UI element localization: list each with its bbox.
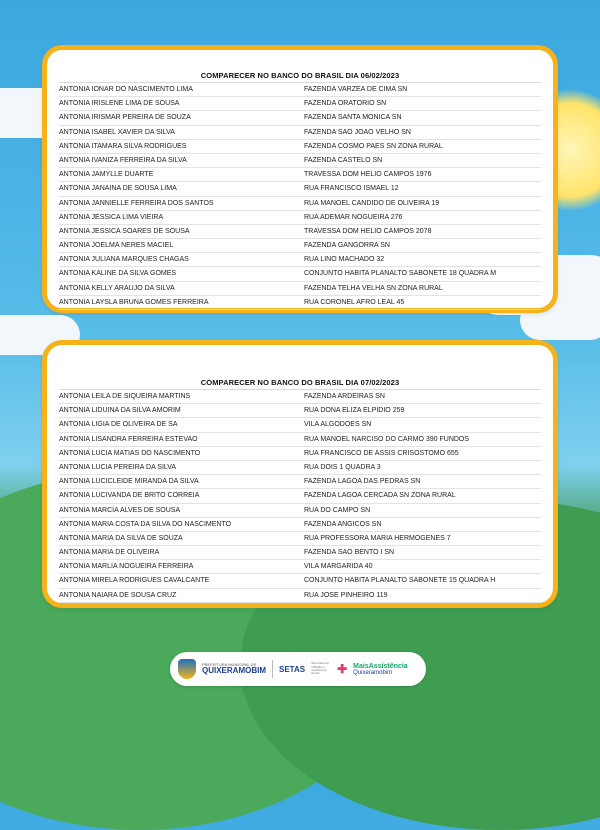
table-row xyxy=(59,589,541,603)
beneficiary-name: ANTONIA JAMYLLE DUARTE xyxy=(59,171,154,179)
beneficiary-name: ANTONIA IRISMAR PEREIRA DE SOUZA xyxy=(59,114,191,122)
plus-icon: ✚ xyxy=(337,662,348,676)
mais-assistencia-title: MaisAssistência xyxy=(353,662,408,670)
beneficiary-name: ANTONIA KALINE DA SILVA GOMES xyxy=(59,270,177,278)
table-row xyxy=(59,140,541,154)
table-row xyxy=(59,433,541,447)
beneficiary-address: VILA ALGODOES SN xyxy=(304,421,372,429)
mais-assistencia-logo xyxy=(353,663,407,676)
prefeitura-name: QUIXERAMOBIM xyxy=(202,666,266,675)
table-row xyxy=(59,418,541,432)
beneficiary-name: ANTONIA MARIA DE OLIVEIRA xyxy=(59,549,160,557)
beneficiary-name: ANTONIA LAYSLA BRUNA GOMES FERREIRA xyxy=(59,298,209,306)
table-row xyxy=(59,253,541,267)
beneficiary-address: RUA DOIS 1 QUADRA 3 xyxy=(304,463,381,471)
beneficiary-name: ANTONIA JESSICA SOARES DE SOUSA xyxy=(59,227,190,235)
beneficiary-address: CONJUNTO HABITA PLANALTO SABONETE 18 QUADRA M xyxy=(304,270,497,278)
table-row xyxy=(59,461,541,475)
table-row xyxy=(59,225,541,239)
table-row xyxy=(59,282,541,296)
table-row xyxy=(59,182,541,196)
beneficiary-name: ANTONIA MARIA COSTA DA SILVA DO NASCIMENTO xyxy=(59,520,232,528)
divider xyxy=(272,660,273,678)
table-row xyxy=(59,546,541,560)
beneficiary-name: ANTONIA NAIARA DE SOUSA CRUZ xyxy=(59,591,177,599)
beneficiary-address: RUA FRANCISCO ISMAEL 12 xyxy=(304,185,399,193)
beneficiary-name: ANTONIA MARCIA ALVES DE SOUSA xyxy=(59,506,181,514)
crest-icon xyxy=(178,659,196,679)
beneficiary-name: ANTONIA LUCIVANDA DE BRITO CORREIA xyxy=(59,492,200,500)
beneficiary-name: ANTONIA LIDUINA DA SILVA AMORIM xyxy=(59,407,181,415)
beneficiary-list-card-2 xyxy=(42,340,558,608)
beneficiary-address: RUA CORONEL AFRO LEAL 45 xyxy=(304,298,405,306)
beneficiary-address: FAZENDA LAGOA CERCADA SN ZONA RURAL xyxy=(304,492,456,500)
beneficiary-name: ANTONIA JANNIELLE FERREIRA DOS SANTOS xyxy=(59,199,214,207)
footer-logos xyxy=(170,652,426,686)
table-row xyxy=(59,504,541,518)
table-row xyxy=(59,489,541,503)
prefeitura-label: PREFEITURA MUNICIPAL DE xyxy=(202,662,257,667)
beneficiary-address: FAZENDA SANTA MONICA SN xyxy=(304,114,402,122)
table-row xyxy=(59,390,541,404)
beneficiary-name: ANTONIA ITAMARA SILVA RODRIGUES xyxy=(59,142,187,150)
beneficiary-name: ANTONIA KELLY ARAUJO DA SILVA xyxy=(59,284,175,292)
table-row xyxy=(59,168,541,182)
beneficiary-address: RUA MANOEL CANDIDO DE OLIVEIRA 19 xyxy=(304,199,440,207)
beneficiary-name: ANTONIA LUCIA PEREIRA DA SILVA xyxy=(59,463,177,471)
beneficiary-address: RUA MANOEL NARCISO DO CARMO 390 FUNDOS xyxy=(304,435,470,443)
list-title: COMPARECER NO BANCO DO BRASIL DIA 07/02/2023 xyxy=(59,377,541,390)
beneficiary-name: ANTONIA LEILA DE SIQUEIRA MARTINS xyxy=(59,393,191,400)
table-row xyxy=(59,518,541,532)
beneficiary-address: FAZENDA ORATORIO SN xyxy=(304,100,387,108)
list-title: COMPARECER NO BANCO DO BRASIL DIA 06/02/2023 xyxy=(59,70,541,83)
table-row xyxy=(59,475,541,489)
beneficiary-address: FAZENDA CASTELO SN xyxy=(304,156,383,164)
beneficiary-address: FAZENDA GANGORRA SN xyxy=(304,242,390,250)
beneficiary-name: ANTONIA MIRELA RODRIGUES CAVALCANTE xyxy=(59,577,210,585)
table-row xyxy=(59,296,541,310)
beneficiary-address: FAZENDA VARZEA DE CIMA SN xyxy=(304,86,408,93)
beneficiary-address: RUA FRANCISCO DE ASSIS CRISOSTOMO 655 xyxy=(304,449,459,457)
beneficiary-name: ANTONIA MARIA DA SILVA DE SOUZA xyxy=(59,534,183,542)
table-row xyxy=(59,197,541,211)
beneficiary-address: RUA PROFESSORA MARIA HERMOGENES 7 xyxy=(304,534,451,542)
table-row xyxy=(59,239,541,253)
table-row xyxy=(59,267,541,281)
beneficiary-address: CONJUNTO HABITA PLANALTO SABONETE 15 QUADRA H xyxy=(304,577,496,585)
beneficiary-address: RUA ADEMAR NOGUEIRA 276 xyxy=(304,213,403,221)
beneficiary-name: ANTONIA LISANDRA FERREIRA ESTEVAO xyxy=(59,435,198,443)
beneficiary-address: FAZENDA LAGOA DAS PEDRAS SN xyxy=(304,478,421,486)
table-row xyxy=(59,83,541,97)
table-row xyxy=(59,154,541,168)
beneficiary-address: TRAVESSA DOM HELIO CAMPOS 1976 xyxy=(304,171,432,179)
beneficiary-address: RUA LINO MACHADO 32 xyxy=(304,256,385,264)
list-rows xyxy=(47,83,553,310)
beneficiary-address: FAZENDA TELHA VELHA SN ZONA RURAL xyxy=(304,284,443,292)
table-row xyxy=(59,126,541,140)
beneficiary-name: ANTONIA LUCIA MATIAS DO NASCIMENTO xyxy=(59,449,201,457)
beneficiary-name: ANTONIA MARLIA NOGUEIRA FERREIRA xyxy=(59,563,194,571)
table-row xyxy=(59,111,541,125)
beneficiary-name: ANTONIA LIGIA DE OLIVEIRA DE SA xyxy=(59,421,178,429)
beneficiary-name: ANTONIA ISABEL XAVIER DA SILVA xyxy=(59,128,175,136)
prefeitura-logo xyxy=(202,663,266,675)
beneficiary-name: ANTONIA LUCICLEIDE MIRANDA DA SILVA xyxy=(59,478,199,486)
beneficiary-address: TRAVESSA DOM HELIO CAMPOS 2078 xyxy=(304,227,432,235)
beneficiary-address: FAZENDA ANGICOS SN xyxy=(304,520,382,528)
table-row xyxy=(59,560,541,574)
beneficiary-name: ANTONIA IRISLENE LIMA DE SOUSA xyxy=(59,100,180,108)
beneficiary-address: FAZENDA ARDEIRAS SN xyxy=(304,393,385,400)
beneficiary-address: FAZENDA SAO BENTO I SN xyxy=(304,549,395,557)
table-row xyxy=(59,574,541,588)
table-row xyxy=(59,211,541,225)
beneficiary-name: ANTONIA IONAR DO NASCIMENTO LIMA xyxy=(59,86,193,93)
setas-logo: SETAS xyxy=(279,664,306,674)
setas-description: Secretaria do Trabalho e Assistência Social xyxy=(311,661,329,676)
beneficiary-address: VILA MARGARIDA 40 xyxy=(304,563,373,571)
beneficiary-name: ANTONIA JOELMA NERES MACIEL xyxy=(59,242,174,250)
beneficiary-name: ANTONIA IVANIZA FERREIRA DA SILVA xyxy=(59,156,187,164)
beneficiary-name: ANTONIA JULIANA MARQUES CHAGAS xyxy=(59,256,189,264)
beneficiary-address: RUA JOSE PINHEIRO 119 xyxy=(304,591,388,599)
beneficiary-address: RUA DONA ELIZA ELPIDIO 259 xyxy=(304,407,405,415)
table-row xyxy=(59,97,541,111)
table-row xyxy=(59,532,541,546)
beneficiary-list-card-1 xyxy=(42,45,558,313)
beneficiary-name: ANTONIA JESSICA LIMA VIEIRA xyxy=(59,213,164,221)
table-row xyxy=(59,404,541,418)
beneficiary-name: ANTONIA JANAINA DE SOUSA LIMA xyxy=(59,185,177,193)
beneficiary-address: RUA DO CAMPO SN xyxy=(304,506,371,514)
table-row xyxy=(59,447,541,461)
beneficiary-address: FAZENDA COSMO PAES SN ZONA RURAL xyxy=(304,142,443,150)
beneficiary-address: FAZENDA SAO JOAO VELHO SN xyxy=(304,128,411,136)
mais-assistencia-city: Quixeramobim xyxy=(353,669,393,676)
list-rows xyxy=(47,390,553,603)
